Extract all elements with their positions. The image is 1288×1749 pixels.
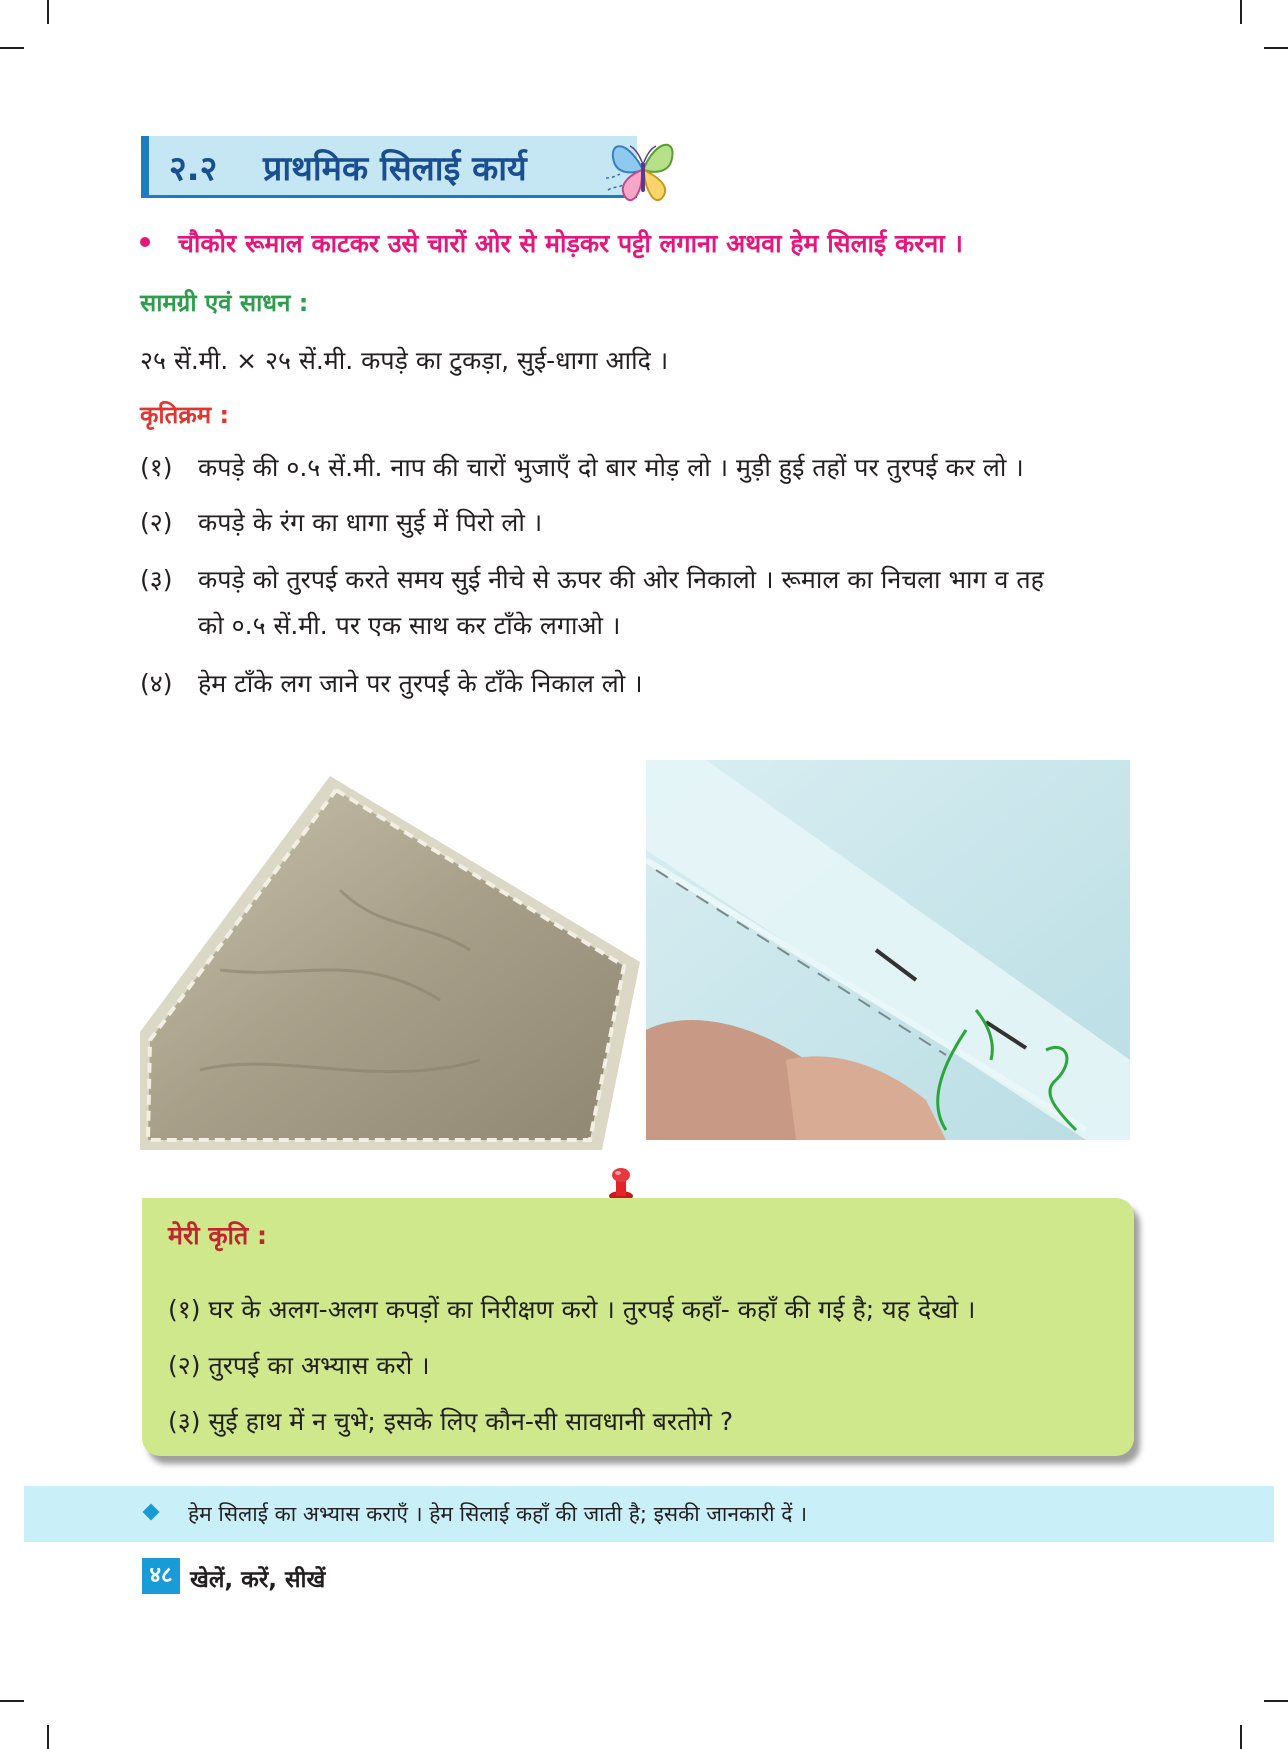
step-text-continued: को ०.५ सें.मी. पर एक साथ कर टाँके लगाओ । [198,611,621,640]
page-number: ४८ [142,1558,180,1594]
materials-heading: सामग्री एवं साधन : [140,289,309,317]
step-text: हेम टाँके लग जाने पर तुरपई के टाँके निकाल लो । [198,669,643,698]
step-number: (३) [140,565,173,594]
crop-mark [47,0,49,24]
crop-mark [1264,1700,1288,1702]
activity-text: चौकोर रूमाल काटकर उसे चारों ओर से मोड़कर पट्टी लगाना अथवा हेम सिलाई करना । [178,229,963,258]
my-task-item-2: (२) तुरपई का अभ्यास करो । [168,1351,430,1380]
step-number: (१) [140,453,173,482]
crop-mark [47,1725,49,1749]
book-title: खेलें, करें, सीखें [190,1567,326,1593]
materials-text: २५ सें.मी. × २५ सें.मी. कपड़े का टुकड़ा, सुई-धागा आदि । [140,346,669,375]
hem-stitching-photo [646,760,1130,1140]
section-title-bar [141,136,637,198]
step-number: (४) [140,669,173,698]
butterfly-icon [606,128,678,206]
step-number: (२) [140,508,173,537]
step-text: कपड़े के रंग का धागा सुई में पिरो लो । [198,508,543,537]
crop-mark [0,47,24,49]
section-title: प्राथमिक सिलाई कार्य [263,149,527,189]
section-number: २.२ [169,149,218,189]
handkerchief-photo [140,770,640,1150]
crop-mark [0,1700,24,1702]
crop-mark [1240,1725,1242,1749]
my-task-heading: मेरी कृति : [168,1221,267,1250]
crop-mark [1240,0,1242,24]
teacher-note-text: हेम सिलाई का अभ्यास कराएँ । हेम सिलाई कहाँ की जाती है; इसकी जानकारी दें । [188,1502,808,1526]
title-underline [149,195,637,198]
crop-mark [1264,47,1288,49]
my-task-item-3: (३) सुई हाथ में न चुभे; इसके लिए कौन-सी सावधानी बरतोगे ? [168,1407,734,1436]
my-task-item-1: (१) घर के अलग-अलग कपड़ों का निरीक्षण करो । तुरपई कहाँ- कहाँ की गई है; यह देखो । [168,1295,976,1324]
step-text: कपड़े की ०.५ सें.मी. नाप की चारों भुजाएँ दो बार मोड़ लो । मुड़ी हुई तहों पर तुरपई कर लो । [198,453,1024,482]
step-text: कपड़े को तुरपई करते समय सुई नीचे से ऊपर की ओर निकालो । रूमाल का निचला भाग व तह [198,565,1044,594]
method-heading: कृतिक्रम : [140,401,230,429]
activity-bullet [140,237,150,247]
